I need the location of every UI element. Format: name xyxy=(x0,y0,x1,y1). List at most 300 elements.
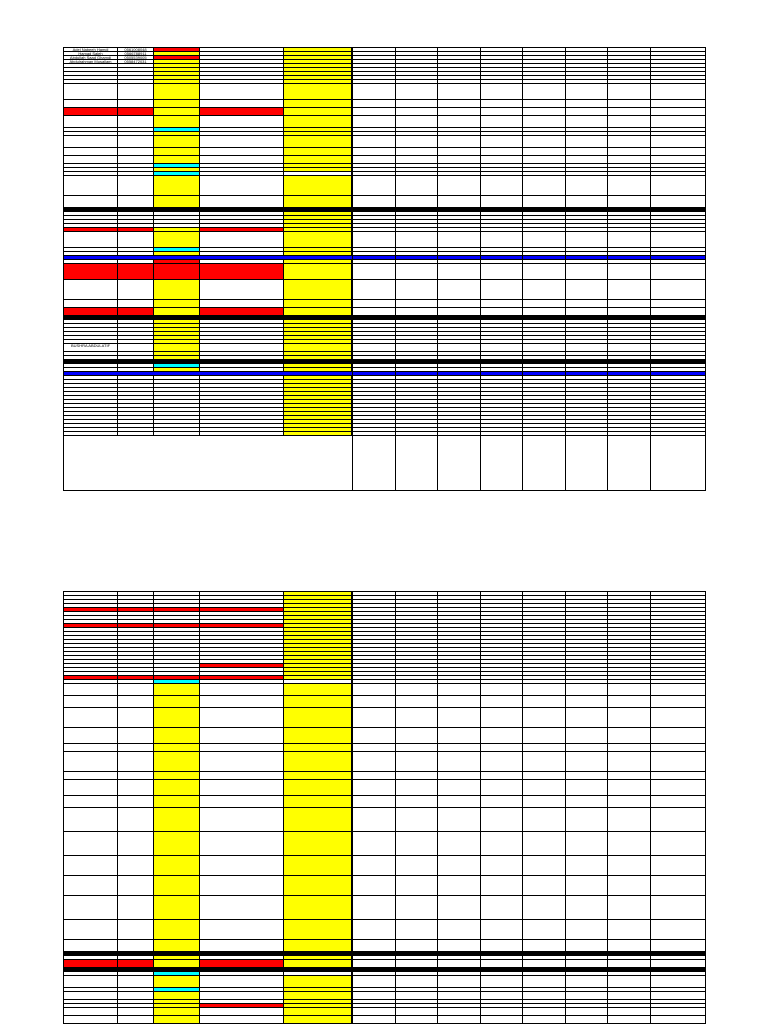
table-cell[interactable]: 0505539005 xyxy=(118,56,154,59)
table-cell[interactable] xyxy=(200,640,284,643)
table-cell[interactable] xyxy=(118,616,154,619)
table-cell[interactable] xyxy=(118,412,154,415)
table-cell[interactable] xyxy=(200,656,284,659)
table-cell[interactable] xyxy=(284,896,352,919)
table-cell[interactable] xyxy=(118,680,154,683)
table-cell[interactable] xyxy=(200,260,284,263)
table-cell[interactable] xyxy=(284,300,352,307)
table-cell[interactable] xyxy=(118,396,154,399)
table-cell[interactable] xyxy=(154,60,200,63)
table-cell[interactable] xyxy=(64,248,118,251)
table-cell[interactable] xyxy=(118,832,154,855)
table-cell[interactable] xyxy=(64,608,118,611)
table-cell[interactable] xyxy=(200,52,284,55)
table-cell[interactable] xyxy=(64,68,118,71)
table-cell[interactable] xyxy=(118,728,154,743)
table-cell[interactable] xyxy=(200,684,284,695)
table-cell[interactable] xyxy=(154,608,200,611)
table-cell[interactable] xyxy=(154,320,200,323)
table-cell[interactable] xyxy=(200,364,284,367)
table-cell[interactable] xyxy=(64,280,118,299)
table-cell[interactable] xyxy=(64,408,118,411)
table-cell[interactable] xyxy=(118,620,154,623)
table-cell[interactable] xyxy=(200,356,284,359)
table-cell[interactable] xyxy=(200,48,284,51)
table-cell[interactable] xyxy=(154,744,200,751)
table-cell[interactable] xyxy=(154,600,200,603)
table-cell[interactable] xyxy=(154,752,200,771)
table-cell[interactable] xyxy=(284,608,352,611)
table-cell[interactable] xyxy=(118,1016,154,1023)
table-cell[interactable] xyxy=(284,56,352,59)
table-cell[interactable] xyxy=(64,352,118,355)
table-cell[interactable] xyxy=(64,780,118,795)
table-cell[interactable] xyxy=(284,652,352,655)
table-cell[interactable] xyxy=(64,212,118,215)
table-cell[interactable] xyxy=(64,1016,118,1023)
table-cell[interactable] xyxy=(64,652,118,655)
table-cell[interactable] xyxy=(154,72,200,75)
table-cell[interactable] xyxy=(154,960,200,967)
table-cell[interactable] xyxy=(154,616,200,619)
table-cell[interactable] xyxy=(64,728,118,743)
table-cell[interactable] xyxy=(154,680,200,683)
table-cell[interactable] xyxy=(154,388,200,391)
table-cell[interactable] xyxy=(154,420,200,423)
table-cell[interactable]: 0561008048 xyxy=(118,48,154,51)
table-cell[interactable] xyxy=(64,752,118,771)
table-cell[interactable] xyxy=(284,1016,352,1023)
table-cell[interactable] xyxy=(118,176,154,195)
table-cell[interactable] xyxy=(64,432,118,435)
table-cell[interactable] xyxy=(154,416,200,419)
table-cell[interactable] xyxy=(154,264,200,279)
table-cell[interactable] xyxy=(64,176,118,195)
table-cell[interactable] xyxy=(200,220,284,223)
table-cell[interactable] xyxy=(64,684,118,695)
table-cell[interactable] xyxy=(64,364,118,367)
table-cell[interactable] xyxy=(154,648,200,651)
table-cell[interactable] xyxy=(154,772,200,779)
table-cell[interactable] xyxy=(284,308,352,315)
table-cell[interactable] xyxy=(64,132,118,135)
table-cell[interactable] xyxy=(118,596,154,599)
table-cell[interactable] xyxy=(284,660,352,663)
table-cell[interactable] xyxy=(200,320,284,323)
table-cell[interactable] xyxy=(118,300,154,307)
table-cell[interactable] xyxy=(154,656,200,659)
table-cell[interactable] xyxy=(118,416,154,419)
table-cell[interactable] xyxy=(118,84,154,99)
table-cell[interactable] xyxy=(284,728,352,743)
table-cell[interactable] xyxy=(284,260,352,263)
table-cell[interactable] xyxy=(154,324,200,327)
table-cell[interactable] xyxy=(64,252,118,255)
table-cell[interactable] xyxy=(118,252,154,255)
table-cell[interactable] xyxy=(200,424,284,427)
table-cell[interactable] xyxy=(64,592,118,595)
table-cell[interactable] xyxy=(64,744,118,751)
table-cell[interactable] xyxy=(200,988,284,991)
table-cell[interactable] xyxy=(64,772,118,779)
table-cell[interactable] xyxy=(118,308,154,315)
table-cell[interactable] xyxy=(154,676,200,679)
table-cell[interactable] xyxy=(118,656,154,659)
table-cell[interactable] xyxy=(154,380,200,383)
table-cell[interactable] xyxy=(154,668,200,671)
table-cell[interactable] xyxy=(118,432,154,435)
table-cell[interactable] xyxy=(200,604,284,607)
table-cell[interactable] xyxy=(284,624,352,627)
table-cell[interactable] xyxy=(284,156,352,163)
table-cell[interactable] xyxy=(154,248,200,251)
table-cell[interactable] xyxy=(200,992,284,999)
table-cell[interactable] xyxy=(284,628,352,631)
table-cell[interactable] xyxy=(154,956,200,959)
table-cell[interactable] xyxy=(118,168,154,171)
table-cell[interactable] xyxy=(64,636,118,639)
table-cell[interactable] xyxy=(284,1008,352,1015)
table-cell[interactable] xyxy=(64,856,118,875)
table-cell[interactable] xyxy=(154,336,200,339)
table-cell[interactable] xyxy=(64,896,118,919)
table-cell[interactable] xyxy=(284,612,352,615)
table-cell[interactable] xyxy=(118,384,154,387)
table-cell[interactable] xyxy=(154,696,200,707)
table-cell[interactable] xyxy=(118,400,154,403)
table-cell[interactable] xyxy=(118,628,154,631)
table-cell[interactable] xyxy=(118,220,154,223)
table-cell[interactable] xyxy=(118,148,154,155)
table-cell[interactable] xyxy=(200,352,284,355)
table-cell[interactable] xyxy=(154,392,200,395)
table-cell[interactable] xyxy=(284,1000,352,1003)
table-cell[interactable] xyxy=(200,156,284,163)
table-cell[interactable]: Adel Nabeeh Hamdi xyxy=(64,48,118,51)
table-cell[interactable] xyxy=(200,608,284,611)
table-cell[interactable] xyxy=(200,972,284,975)
table-cell[interactable] xyxy=(200,1016,284,1023)
table-cell[interactable] xyxy=(64,428,118,431)
table-cell[interactable] xyxy=(284,392,352,395)
table-cell[interactable] xyxy=(154,412,200,415)
table-cell[interactable] xyxy=(284,832,352,855)
table-cell[interactable] xyxy=(64,672,118,675)
table-cell[interactable] xyxy=(284,52,352,55)
table-cell[interactable] xyxy=(284,168,352,171)
table-cell[interactable] xyxy=(284,368,352,371)
table-cell[interactable]: Abdullah Saad Ghamdi xyxy=(64,56,118,59)
table-cell[interactable] xyxy=(64,664,118,667)
table-cell[interactable] xyxy=(64,1008,118,1015)
table-cell[interactable] xyxy=(284,656,352,659)
table-cell[interactable] xyxy=(118,1004,154,1007)
table-cell[interactable] xyxy=(154,252,200,255)
table-cell[interactable] xyxy=(118,216,154,219)
table-cell[interactable] xyxy=(200,876,284,895)
table-cell[interactable] xyxy=(64,64,118,67)
table-cell[interactable] xyxy=(200,132,284,135)
table-cell[interactable] xyxy=(284,60,352,63)
table-cell[interactable] xyxy=(64,620,118,623)
table-cell[interactable] xyxy=(118,172,154,175)
table-cell[interactable] xyxy=(200,60,284,63)
table-cell[interactable] xyxy=(154,708,200,727)
table-cell[interactable] xyxy=(284,100,352,107)
table-cell[interactable] xyxy=(284,320,352,323)
table-cell[interactable] xyxy=(154,672,200,675)
table-cell[interactable] xyxy=(64,260,118,263)
table-cell[interactable] xyxy=(154,176,200,195)
table-cell[interactable] xyxy=(200,832,284,855)
table-cell[interactable] xyxy=(154,644,200,647)
table-cell[interactable] xyxy=(118,428,154,431)
table-cell[interactable] xyxy=(284,148,352,155)
table-cell[interactable] xyxy=(154,228,200,231)
table-cell[interactable] xyxy=(64,328,118,331)
table-cell[interactable] xyxy=(64,920,118,939)
table-cell[interactable] xyxy=(284,632,352,635)
table-cell[interactable] xyxy=(64,220,118,223)
table-cell[interactable] xyxy=(118,876,154,895)
table-cell[interactable] xyxy=(284,228,352,231)
table-cell[interactable] xyxy=(284,128,352,131)
table-cell[interactable] xyxy=(64,72,118,75)
table-cell[interactable]: Abdulrahman Musallam xyxy=(64,60,118,63)
table-cell[interactable] xyxy=(200,664,284,667)
table-cell[interactable] xyxy=(284,336,352,339)
table-cell[interactable] xyxy=(118,356,154,359)
table-cell[interactable] xyxy=(64,632,118,635)
table-cell[interactable] xyxy=(64,196,118,207)
table-cell[interactable] xyxy=(200,232,284,247)
table-cell[interactable] xyxy=(64,356,118,359)
table-cell[interactable] xyxy=(284,424,352,427)
table-cell[interactable] xyxy=(284,280,352,299)
table-cell[interactable] xyxy=(200,624,284,627)
table-cell[interactable] xyxy=(284,1004,352,1007)
table-cell[interactable] xyxy=(154,220,200,223)
table-cell[interactable] xyxy=(284,380,352,383)
table-cell[interactable] xyxy=(154,128,200,131)
table-cell[interactable] xyxy=(118,592,154,595)
table-cell[interactable] xyxy=(64,164,118,167)
table-cell[interactable] xyxy=(284,72,352,75)
table-cell[interactable] xyxy=(154,940,200,951)
table-cell[interactable] xyxy=(64,168,118,171)
table-cell[interactable] xyxy=(154,428,200,431)
table-cell[interactable] xyxy=(64,416,118,419)
table-cell[interactable] xyxy=(154,1000,200,1003)
table-cell[interactable] xyxy=(284,636,352,639)
table-cell[interactable] xyxy=(284,940,352,951)
table-cell[interactable] xyxy=(284,196,352,207)
table-cell[interactable] xyxy=(64,388,118,391)
table-cell[interactable] xyxy=(284,412,352,415)
table-cell[interactable] xyxy=(284,224,352,227)
table-cell[interactable] xyxy=(284,76,352,79)
table-cell[interactable] xyxy=(154,332,200,335)
table-cell[interactable] xyxy=(64,308,118,315)
table-cell[interactable] xyxy=(200,84,284,99)
table-cell[interactable] xyxy=(284,332,352,335)
table-cell[interactable] xyxy=(154,84,200,99)
table-cell[interactable]: 0558472031 xyxy=(118,60,154,63)
table-cell[interactable] xyxy=(118,796,154,807)
table-cell[interactable] xyxy=(200,216,284,219)
table-cell[interactable] xyxy=(154,808,200,831)
table-cell[interactable] xyxy=(118,956,154,959)
table-cell[interactable] xyxy=(284,408,352,411)
table-cell[interactable] xyxy=(154,100,200,107)
table-cell[interactable] xyxy=(118,320,154,323)
table-cell[interactable] xyxy=(200,428,284,431)
table-cell[interactable] xyxy=(200,128,284,131)
table-cell[interactable] xyxy=(284,808,352,831)
table-cell[interactable] xyxy=(200,264,284,279)
table-cell[interactable] xyxy=(118,972,154,975)
table-cell[interactable] xyxy=(64,624,118,627)
table-cell[interactable] xyxy=(118,684,154,695)
table-cell[interactable] xyxy=(118,72,154,75)
table-cell[interactable] xyxy=(284,640,352,643)
table-cell[interactable] xyxy=(154,340,200,343)
table-cell[interactable] xyxy=(154,376,200,379)
table-cell[interactable] xyxy=(118,80,154,83)
table-cell[interactable] xyxy=(200,612,284,615)
table-cell[interactable] xyxy=(118,340,154,343)
table-cell[interactable] xyxy=(154,432,200,435)
table-cell[interactable] xyxy=(284,976,352,987)
table-cell[interactable] xyxy=(64,84,118,99)
table-cell[interactable] xyxy=(200,408,284,411)
table-cell[interactable] xyxy=(154,80,200,83)
table-cell[interactable] xyxy=(200,416,284,419)
table-cell[interactable]: 0566788911 xyxy=(118,52,154,55)
table-cell[interactable] xyxy=(64,396,118,399)
table-cell[interactable] xyxy=(284,972,352,975)
table-cell[interactable] xyxy=(154,108,200,115)
table-cell[interactable] xyxy=(154,196,200,207)
table-cell[interactable] xyxy=(118,116,154,127)
table-cell[interactable] xyxy=(200,368,284,371)
table-cell[interactable] xyxy=(200,80,284,83)
table-cell[interactable] xyxy=(200,752,284,771)
table-cell[interactable] xyxy=(118,100,154,107)
table-cell[interactable] xyxy=(284,248,352,251)
table-cell[interactable] xyxy=(64,832,118,855)
table-cell[interactable] xyxy=(200,380,284,383)
table-cell[interactable] xyxy=(118,604,154,607)
table-cell[interactable] xyxy=(154,684,200,695)
table-cell[interactable] xyxy=(118,264,154,279)
table-cell[interactable] xyxy=(200,960,284,967)
table-cell[interactable] xyxy=(64,404,118,407)
table-cell[interactable] xyxy=(284,64,352,67)
table-cell[interactable] xyxy=(64,412,118,415)
table-cell[interactable] xyxy=(118,376,154,379)
table-cell[interactable] xyxy=(118,664,154,667)
table-cell[interactable] xyxy=(154,68,200,71)
table-cell[interactable] xyxy=(64,332,118,335)
table-cell[interactable] xyxy=(154,976,200,987)
table-cell[interactable] xyxy=(118,600,154,603)
table-cell[interactable] xyxy=(200,920,284,939)
table-cell[interactable] xyxy=(284,420,352,423)
table-cell[interactable] xyxy=(64,640,118,643)
table-cell[interactable] xyxy=(154,132,200,135)
table-cell[interactable] xyxy=(154,780,200,795)
table-cell[interactable] xyxy=(154,364,200,367)
table-cell[interactable] xyxy=(284,48,352,51)
table-cell[interactable] xyxy=(118,368,154,371)
table-cell[interactable] xyxy=(284,84,352,99)
table-cell[interactable] xyxy=(118,1000,154,1003)
table-cell[interactable] xyxy=(200,392,284,395)
table-cell[interactable] xyxy=(154,300,200,307)
table-cell[interactable] xyxy=(118,332,154,335)
table-cell[interactable] xyxy=(154,328,200,331)
table-cell[interactable] xyxy=(284,796,352,807)
table-cell[interactable] xyxy=(200,396,284,399)
table-cell[interactable] xyxy=(118,388,154,391)
table-cell[interactable] xyxy=(64,336,118,339)
table-cell[interactable] xyxy=(200,772,284,779)
table-cell[interactable] xyxy=(64,400,118,403)
table-cell[interactable] xyxy=(118,336,154,339)
table-cell[interactable] xyxy=(118,644,154,647)
table-cell[interactable] xyxy=(284,668,352,671)
table-cell[interactable] xyxy=(200,164,284,167)
table-cell[interactable] xyxy=(154,368,200,371)
table-cell[interactable] xyxy=(200,652,284,655)
table-cell[interactable] xyxy=(118,164,154,167)
table-cell[interactable] xyxy=(118,696,154,707)
table-cell[interactable] xyxy=(118,420,154,423)
table-cell[interactable] xyxy=(154,628,200,631)
table-cell[interactable] xyxy=(118,744,154,751)
table-cell[interactable] xyxy=(64,1000,118,1003)
table-cell[interactable] xyxy=(118,988,154,991)
table-cell[interactable] xyxy=(154,168,200,171)
table-cell[interactable] xyxy=(118,648,154,651)
table-cell[interactable] xyxy=(118,64,154,67)
table-cell[interactable] xyxy=(284,992,352,999)
table-cell[interactable] xyxy=(118,608,154,611)
table-cell[interactable] xyxy=(200,100,284,107)
table-cell[interactable] xyxy=(200,280,284,299)
table-cell[interactable] xyxy=(200,72,284,75)
table-cell[interactable] xyxy=(64,148,118,155)
table-cell[interactable] xyxy=(154,728,200,743)
table-cell[interactable] xyxy=(118,136,154,147)
table-cell[interactable] xyxy=(284,428,352,431)
table-cell[interactable] xyxy=(200,592,284,595)
table-cell[interactable] xyxy=(154,632,200,635)
table-cell[interactable] xyxy=(154,216,200,219)
table-cell[interactable] xyxy=(284,264,352,279)
table-cell[interactable] xyxy=(118,808,154,831)
table-cell[interactable] xyxy=(284,328,352,331)
table-cell[interactable] xyxy=(284,344,352,351)
table-cell[interactable] xyxy=(154,116,200,127)
table-cell[interactable] xyxy=(284,404,352,407)
table-cell[interactable] xyxy=(64,136,118,147)
table-cell[interactable] xyxy=(64,992,118,999)
table-cell[interactable] xyxy=(200,644,284,647)
table-cell[interactable] xyxy=(200,1004,284,1007)
table-cell[interactable] xyxy=(64,420,118,423)
